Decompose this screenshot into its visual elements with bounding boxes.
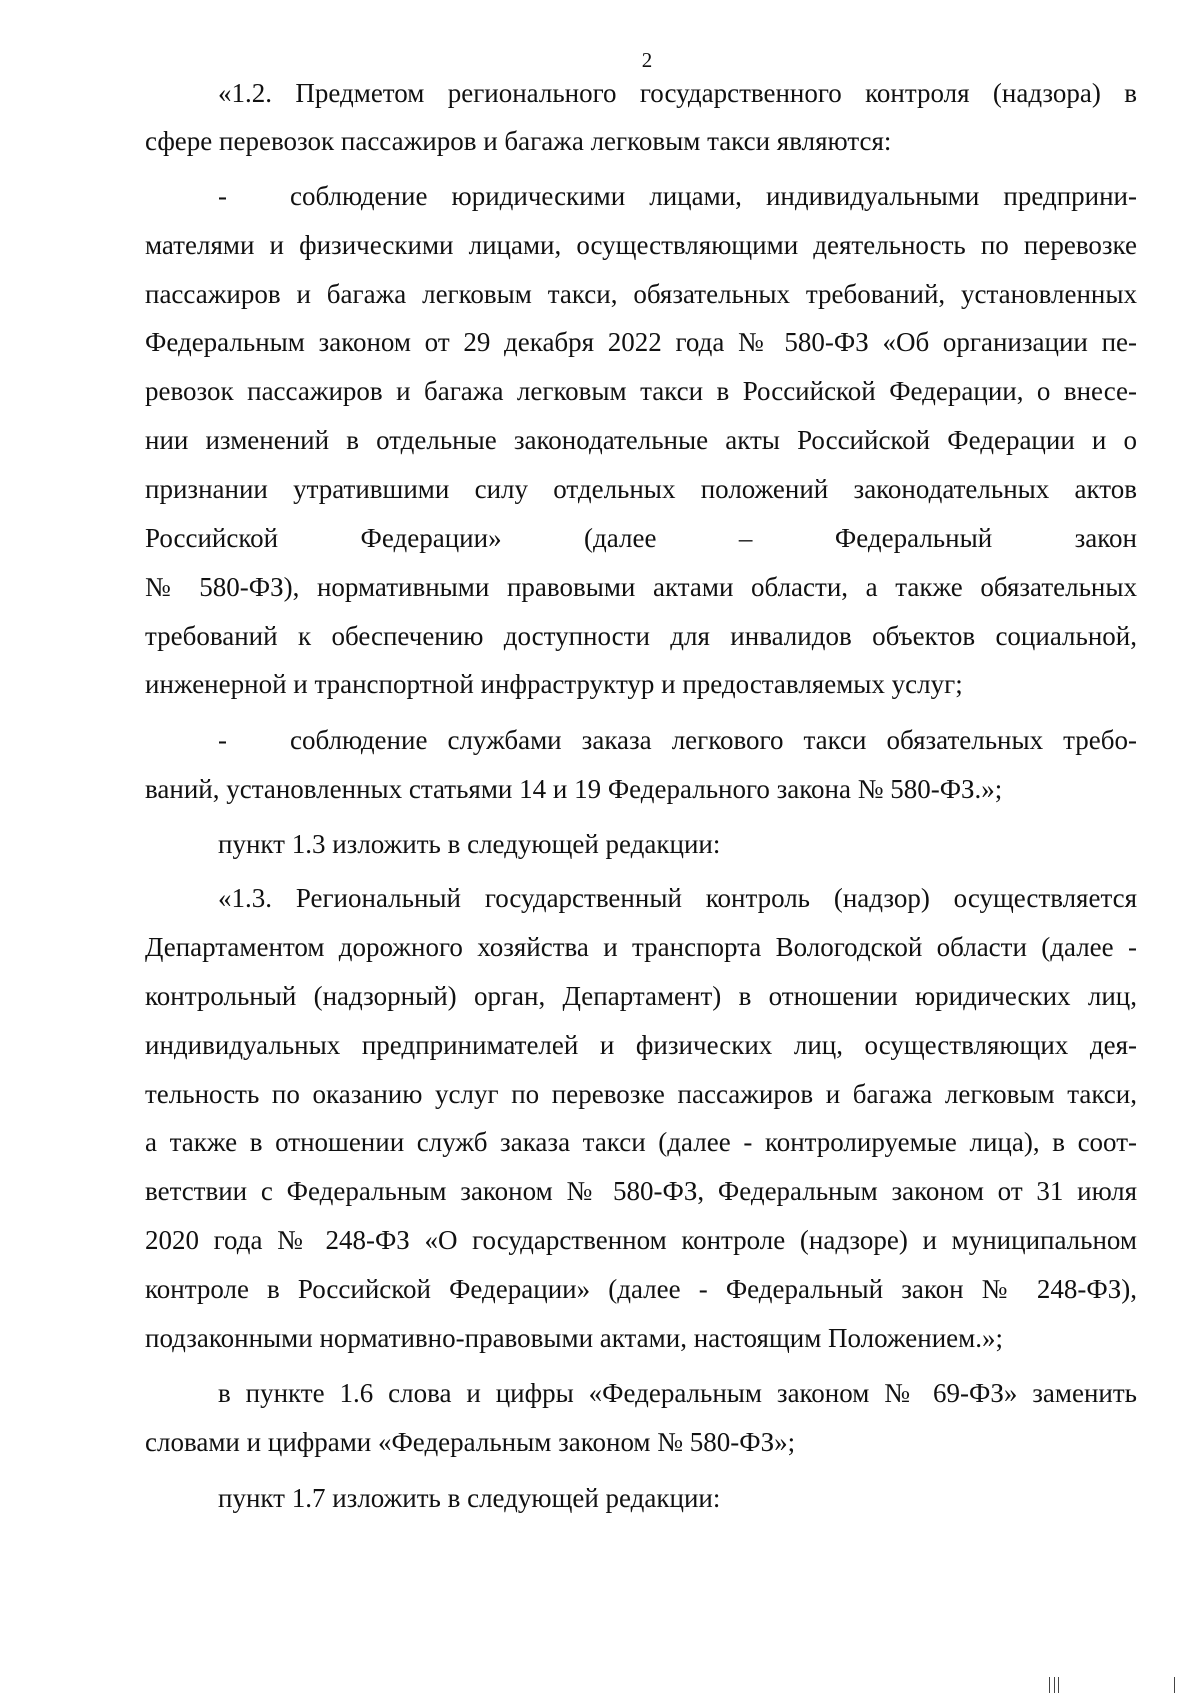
text-line: требований к обеспечению доступности для инвалидов объектов социальной, [145,621,1137,651]
text-line: признании утратившими силу отдельных положений законодательных актов [145,474,1137,504]
text-line: сфере перевозок пассажиров и багажа легковым такси являются: [145,126,892,156]
text-line: ветствии с Федеральным законом № 580-ФЗ, Федеральным законом от 31 июля [145,1176,1137,1206]
text-line: пункт 1.7 изложить в следующей редакции: [218,1483,721,1513]
dash-marker: - [218,181,227,211]
text-line: Российской Федерации» (далее – Федеральный закон [145,523,1137,553]
text-line: соблюдение службами заказа легкового такси обязательных требо- [290,725,1137,755]
text-line: мателями и физическими лицами, осуществляющими деятельность по перевозке [145,230,1137,260]
text-line: подзаконными нормативно-правовыми актами, настоящим Положением.»; [145,1323,1003,1353]
page-number: 2 [641,48,653,72]
text-line: контроле в Российской Федерации» (далее - Федеральный закон № 248-ФЗ), [145,1274,1137,1304]
text-line: 2020 года № 248-ФЗ «О государственном контроле (надзоре) и муниципальном [145,1225,1137,1255]
text-line: Федеральным законом от 29 декабря 2022 года № 580-ФЗ «Об организации пе- [145,327,1137,357]
text-line: в пункте 1.6 слова и цифры «Федеральным законом № 69-ФЗ» заменить [218,1378,1137,1408]
text-line: «1.3. Региональный государственный контроль (надзор) осуществляется [218,883,1137,913]
text-line: контрольный (надзорный) орган, Департамент) в отношении юридических лиц, [145,981,1137,1011]
text-line: тельность по оказанию услуг по перевозке пассажиров и багажа легковым такси, [145,1079,1137,1109]
text-line: ваний, установленных статьями 14 и 19 Федерального закона № 580-ФЗ.»; [145,774,1003,804]
text-line: а также в отношении служб заказа такси (далее - контролируемые лица), в соот- [145,1127,1137,1157]
text-line: индивидуальных предпринимателей и физических лиц, осуществляющих дея- [145,1030,1137,1060]
text-line: № 580-ФЗ), нормативными правовыми актами области, а также обязательных [145,572,1137,602]
text-line: ревозок пассажиров и багажа легковым такси в Российской Федерации, о внесе- [145,376,1137,406]
text-line: «1.2. Предметом регионального государственного контроля (надзора) в [218,78,1137,108]
text-line: инженерной и транспортной инфраструктур и предоставляемых услуг; [145,669,963,699]
text-line: соблюдение юридическими лицами, индивидуальными предприни- [290,181,1137,211]
text-line: пассажиров и багажа легковым такси, обязательных требований, установленных [145,279,1137,309]
text-line: нии изменений в отдельные законодательные акты Российской Федерации и о [145,425,1137,455]
text-line: Департаментом дорожного хозяйства и транспорта Вологодской области (далее - [145,932,1137,962]
scan-artifact [1000,1667,1200,1697]
dash-marker: - [218,725,227,755]
text-line: пункт 1.3 изложить в следующей редакции: [218,829,721,859]
text-line: словами и цифрами «Федеральным законом № 580-ФЗ»; [145,1427,796,1457]
